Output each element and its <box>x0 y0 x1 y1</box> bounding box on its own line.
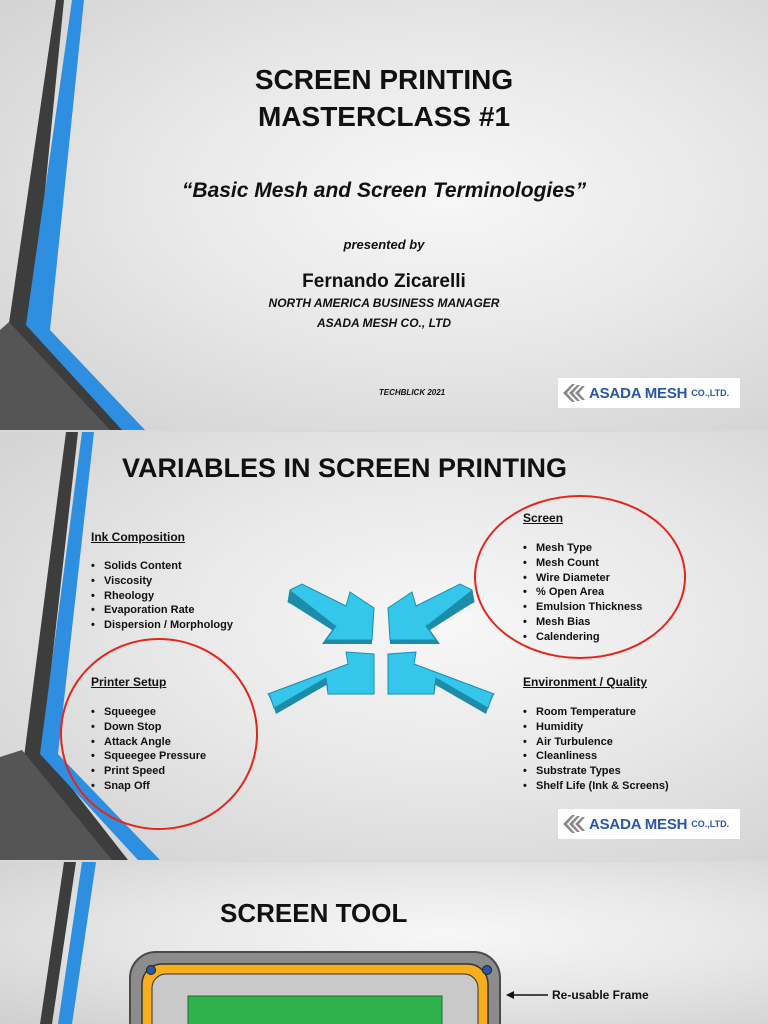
logo-name: ASADA MESH <box>589 815 688 833</box>
slide-title: VARIABLES IN SCREEN PRINTING <box>122 453 568 483</box>
frame-label: Re-usable Frame <box>552 988 649 1002</box>
list-item: • Mesh Count <box>523 556 642 571</box>
presenter-name: Fernando Zicarelli <box>302 271 466 292</box>
list-item: • Squeegee Pressure <box>91 749 206 764</box>
screen-frame-illustration <box>128 950 508 1024</box>
chevron-logo-icon <box>561 382 587 404</box>
pointer-arrow-icon <box>506 990 550 1000</box>
screen-list <box>523 541 642 645</box>
list-item: • Down Stop <box>91 720 206 735</box>
presenter-company: ASADA MESH CO., LTD <box>317 316 451 330</box>
subtitle: “Basic Mesh and Screen Terminologies” <box>181 179 587 202</box>
event-label: TECHBLICK 2021 <box>378 388 446 397</box>
environment-quality-heading: Environment / Quality <box>523 675 648 689</box>
list-item: • Mesh Bias <box>523 615 642 630</box>
list-item: • Mesh Type <box>523 541 642 556</box>
list-item: • Calendering <box>523 630 642 645</box>
slide-title: SCREEN TOOL <box>220 898 408 928</box>
ink-composition-heading: Ink Composition <box>91 530 185 544</box>
list-item: • Room Temperature <box>523 705 669 720</box>
slide-variables <box>0 432 768 860</box>
list-item: • Squeegee <box>91 705 206 720</box>
list-item: • Attack Angle <box>91 735 206 750</box>
list-item: • Print Speed <box>91 764 206 779</box>
ink-composition-list <box>91 559 233 633</box>
presented-by: presented by <box>343 237 425 252</box>
list-item: • % Open Area <box>523 585 642 600</box>
company-logo <box>558 378 740 408</box>
environment-quality-list <box>523 705 669 794</box>
converging-arrows-icon <box>266 582 496 734</box>
printer-setup-list <box>91 705 206 794</box>
presenter-role: NORTH AMERICA BUSINESS MANAGER <box>268 296 500 310</box>
list-item: • Air Turbulence <box>523 735 669 750</box>
list-item: • Shelf Life (Ink & Screens) <box>523 779 669 794</box>
printer-setup-heading: Printer Setup <box>91 675 167 689</box>
list-item: • Snap Off <box>91 779 206 794</box>
logo-suffix: CO.,LTD. <box>691 819 730 829</box>
slide-screen-tool <box>0 862 768 1024</box>
list-item: • Cleanliness <box>523 749 669 764</box>
list-item: • Humidity <box>523 720 669 735</box>
list-item: • Solids Content <box>91 559 233 574</box>
list-item: • Viscosity <box>91 574 233 589</box>
screen-heading: Screen <box>523 511 564 525</box>
logo-name: ASADA MESH <box>589 384 688 402</box>
logo-suffix: CO.,LTD. <box>691 388 730 398</box>
list-item: • Rheology <box>91 589 233 604</box>
list-item: • Evaporation Rate <box>91 603 233 618</box>
title-line-2: MASTERCLASS #1 <box>257 101 511 132</box>
slide-title <box>0 0 768 430</box>
title-line-1: SCREEN PRINTING <box>254 64 514 95</box>
list-item: • Emulsion Thickness <box>523 600 642 615</box>
list-item: • Wire Diameter <box>523 571 642 586</box>
list-item: • Dispersion / Morphology <box>91 618 233 633</box>
list-item: • Substrate Types <box>523 764 669 779</box>
chevron-logo-icon <box>561 813 587 835</box>
company-logo <box>558 809 740 839</box>
